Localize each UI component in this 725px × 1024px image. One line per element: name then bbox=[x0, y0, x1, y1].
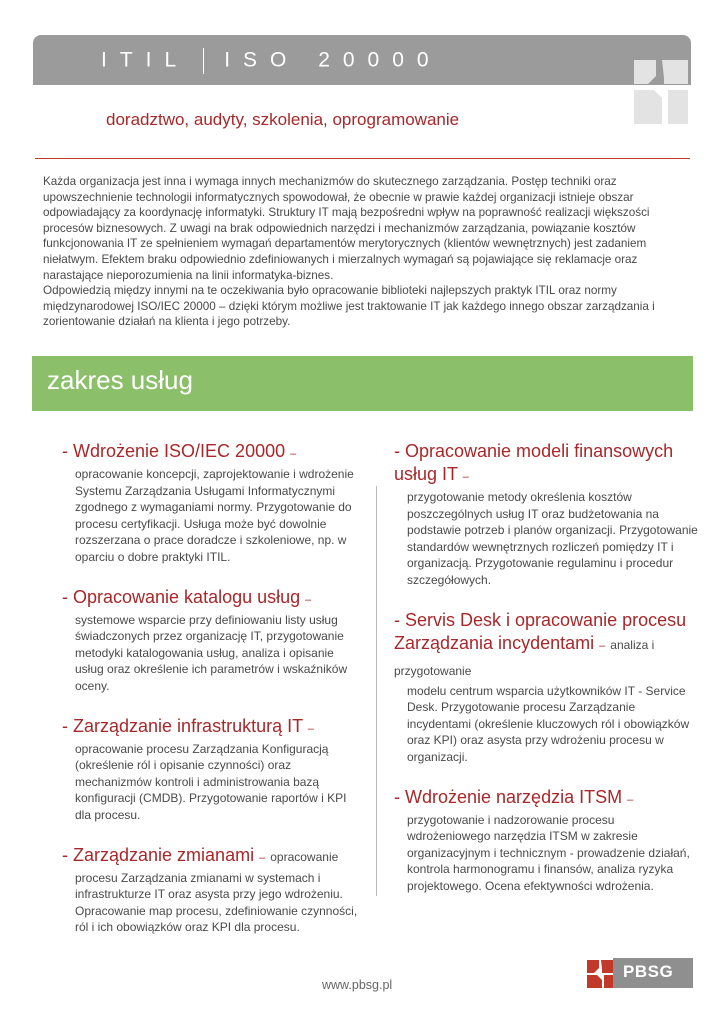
service-title: - Wdrożenie narzędzia ITSM – bbox=[394, 786, 634, 807]
section-banner bbox=[32, 356, 693, 411]
service-inline-text: opracowanie bbox=[270, 849, 339, 864]
logo-mark-icon bbox=[585, 956, 615, 990]
intro-paragraph-2: Odpowiedzią między innymi na te oczekiwania było opracowanie biblioteki najlepszych praktyk ITIL oraz normy międzynarodowej ISO/IEC 20000 – dzięki którym możliwe jest traktowanie IT jak każdego innego obszar zarządzania i zorientowanie działań na klienta i jego potrzeby. bbox=[43, 284, 655, 329]
service-title-text: Zarządzanie infrastrukturą IT bbox=[73, 715, 303, 736]
service-title: - Opracowanie katalogu usług – bbox=[62, 586, 312, 607]
services-left-column bbox=[62, 440, 362, 956]
pbsg-logo bbox=[585, 956, 693, 990]
service-description: opracowanie procesu Zarządzania Konfiguracją (określenie ról i opisanie czynności) oraz mechanizmów kontroli i administrowania bazą konfiguracji (CMDB). Przygotowanie raportów i KPI dla procesu. bbox=[75, 741, 347, 822]
service-description: przygotowanie metody określenia kosztów poszczególnych usług IT oraz budżetowania na podstawie potrzeb i planów organizacji. Przygotowanie standardów wewnętrznych rozliczeń pomiędzy IT i organizacją. Przygotowanie regulaminu i procedur szczegółowych. bbox=[407, 490, 698, 587]
divider-line bbox=[35, 158, 690, 159]
service-description: przygotowanie i nadzorowanie procesu wdrożeniowego narzędzia ITSM w zakresie organizacyjnym i technicznym - prowadzenie działań, kontrola harmonogramu i finansów, analiza ryzyka projektowego. Ocena efektywności wdrożenia. bbox=[407, 812, 690, 893]
service-title: - Wdrożenie ISO/IEC 20000 – bbox=[62, 441, 297, 461]
subtitle: doradztwo, audyty, szkolenia, oprogramowanie bbox=[106, 110, 460, 129]
header-bar bbox=[33, 35, 691, 85]
service-title-text: Zarządzanie zmianami bbox=[73, 844, 255, 865]
service-description: procesu Zarządzania zmianami w systemach i infrastrukturze IT oraz asysta przy jego wdrożeniu. Opracowanie map procesu, zdefiniowanie czynności, ról i ich obowiązków oraz KPI dla procesu. bbox=[75, 870, 358, 935]
header-separator bbox=[203, 48, 204, 74]
section-title: zakres usług bbox=[47, 365, 193, 395]
service-item bbox=[62, 715, 362, 824]
service-item bbox=[62, 586, 362, 695]
service-title: - Opracowanie modeli finansowych usług IT – bbox=[394, 441, 674, 484]
service-item bbox=[394, 786, 699, 895]
service-title-text: Opracowanie katalogu usług bbox=[73, 586, 301, 607]
service-description: opracowanie koncepcji, zaprojektowanie i wdrożenie Systemu Zarządzania Usługami Informatycznymi zgodnego z wymaganiami normy. Przygotowanie do procesu certyfikacji. Usługa może być dowolnie rozszerzana o prace doradcze i szkoleniowe, np. w oparciu o dobre praktyki ITIL. bbox=[75, 467, 354, 564]
service-title-text: Wdrożenie ISO/IEC 20000 bbox=[73, 441, 286, 461]
service-item bbox=[394, 440, 699, 589]
service-title: - Zarządzanie infrastrukturą IT – bbox=[62, 715, 314, 736]
header-title bbox=[101, 48, 442, 74]
intro-text bbox=[43, 174, 683, 330]
intro-paragraph-1: Każda organizacja jest inna i wymaga innych mechanizmów do skutecznego zarządzania. Postęp techniki oraz upowszechnienie technologii informatycznych spowodował, że obecnie w prawie każdej organizacji istnieje obszar odpowiadający za koordynację informatyki. Struktury IT mają bezpośredni wpływ na poprawność realizacji większości procesów biznesowych. Z uwagi na brak odpowiednich narzędzi i mechanizmów zarządzania, powiązanie kosztów funkcjonowania IT ze spełnieniem wymagań departamentów merytorycznych (klientów wewnętrznych) jest zadaniem niełatwym. Efektem braku odpowiednio zdefiniowanych i mierzalnych wymagań są pojawiające się reklamacje oraz narastające nieporozumienia na linii informatyka-biznes. bbox=[43, 175, 650, 282]
header-title-itil: ITIL bbox=[101, 48, 190, 72]
service-description: modelu centrum wsparcia użytkowników IT - Service Desk. Przygotowanie procesu Zarządzanie incydentami (określenie kluczowych ról i obowiązków oraz KPI) oraz asysta przy wdrożeniu procesu w organizacji. bbox=[407, 683, 690, 764]
logo-text: PBSG bbox=[623, 962, 674, 981]
service-description: systemowe wsparcie przy definiowaniu listy usług świadczonych przez organizację IT, przygotowanie metodyki katalogowania usług, analiza i opisanie usług oraz określenie ich parametrów i wskaźników oceny. bbox=[75, 612, 348, 693]
service-title-text: Opracowanie modeli finansowych usług IT bbox=[394, 441, 674, 484]
service-title-text: Wdrożenie narzędzia ITSM bbox=[405, 786, 623, 807]
service-inline-text: analiza i przygotowanie bbox=[394, 637, 655, 678]
service-title-text: Servis Desk i opracowanie procesu Zarządzania incydentami bbox=[394, 609, 687, 653]
service-title: - Servis Desk i opracowanie procesu Zarządzania incydentami – analiza i przygotowanie bbox=[394, 609, 687, 678]
column-divider bbox=[376, 486, 377, 896]
services-right-column bbox=[394, 440, 699, 915]
footer-url[interactable]: www.pbsg.pl bbox=[322, 978, 393, 992]
service-item bbox=[62, 440, 362, 566]
header-title-iso: ISO 20000 bbox=[224, 48, 442, 72]
decorative-corner-icon bbox=[628, 58, 694, 128]
service-title: - Zarządzanie zmianami – opracowanie bbox=[62, 844, 339, 865]
service-item bbox=[62, 844, 362, 936]
service-item bbox=[394, 609, 699, 766]
